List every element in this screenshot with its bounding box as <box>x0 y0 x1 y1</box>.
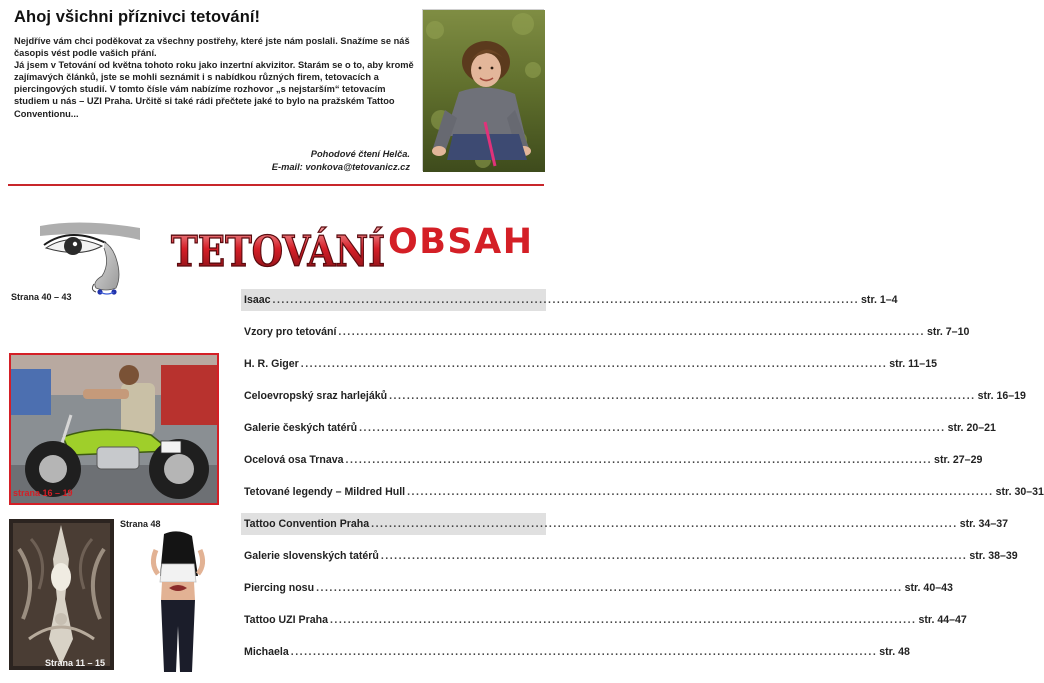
section-divider <box>8 184 544 186</box>
toc-page: str. 7–10 <box>926 326 970 338</box>
toc-page: str. 38–39 <box>969 550 1018 562</box>
editor-photo <box>422 9 544 171</box>
caption-eye: Strana 40 – 43 <box>11 292 72 302</box>
toc-row[interactable] <box>241 353 937 375</box>
toc-leader-dots <box>359 422 946 434</box>
toc-title: Michaela <box>244 646 289 658</box>
tattooed-woman-illustration <box>142 530 214 675</box>
toc-page: str. 34–37 <box>959 518 1008 530</box>
editorial-signature-block <box>14 148 410 173</box>
toc-row[interactable] <box>241 577 953 599</box>
toc-leader-dots <box>301 358 888 370</box>
toc-title: Tattoo Convention Praha <box>244 518 370 530</box>
toc-page: str. 20–21 <box>947 422 996 434</box>
toc-title: Ocelová osa Trnava <box>244 454 344 466</box>
toc-title: Tattoo UZI Praha <box>244 614 328 626</box>
toc-row[interactable] <box>241 641 910 663</box>
toc-title: Galerie českých tatérů <box>244 422 358 434</box>
editorial-paragraph: Já jsem v Tetování od května tohoto roku jako inzertní akvizitor. Starám se o to, aby kromě zajímavých článků, jste se mohli seznámit i s nabídkou různých firem, tetovacích a piercingových studií. V tomto čísle vám nabízíme rozhovor „s nejstarším“ tetovacím studiem u nás – UZI Praha. Určitě si také rádi přečtete jaké to bylo na pražském Tattoo Conventionu... <box>14 60 414 119</box>
toc-leader-dots <box>407 486 994 498</box>
toc-leader-dots <box>338 326 925 338</box>
toc-row[interactable] <box>241 289 898 311</box>
toc-page: str. 40–43 <box>904 582 953 594</box>
caption-woman: Strana 48 <box>120 519 161 529</box>
toc-title: Tetované legendy – Mildred Hull <box>244 486 406 498</box>
toc-title: Galerie slovenských tatérů <box>244 550 379 562</box>
motorcycle-illustration <box>11 355 217 503</box>
magazine-logo <box>168 214 422 278</box>
toc-title: H. R. Giger <box>244 358 299 370</box>
giger-artwork <box>9 519 114 670</box>
toc-row[interactable] <box>241 385 1026 407</box>
toc-row[interactable] <box>241 321 970 343</box>
toc-row[interactable] <box>241 513 1008 535</box>
nose-piercing-illustration <box>40 218 140 300</box>
magazine-logo-text: TETOVÁNÍ <box>171 227 422 276</box>
editorial-signature: Pohodové čtení Helča. <box>310 149 410 159</box>
toc-row[interactable] <box>241 449 983 471</box>
editor-photo-illustration <box>423 10 545 172</box>
toc-title: Vzory pro tetování <box>244 326 337 338</box>
caption-giger: Strana 11 – 15 <box>45 658 106 668</box>
toc-leader-dots <box>346 454 933 466</box>
toc-leader-dots <box>316 582 903 594</box>
toc-leader-dots <box>330 614 917 626</box>
toc-row[interactable] <box>241 417 996 439</box>
toc-page: str. 48 <box>879 646 910 658</box>
toc-leader-dots <box>291 646 878 658</box>
toc-row[interactable] <box>241 481 1044 503</box>
giger-illustration <box>9 519 114 670</box>
editorial <box>14 8 414 172</box>
caption-moto: strana 16 – 19 <box>13 488 73 498</box>
editorial-body <box>14 35 414 120</box>
toc-page: str. 1–4 <box>861 294 898 306</box>
toc-leader-dots <box>389 390 976 402</box>
toc-row[interactable] <box>241 609 967 631</box>
toc-leader-dots <box>371 518 958 530</box>
toc-leader-dots <box>381 550 968 562</box>
toc-leader-dots <box>273 294 860 306</box>
motorcycle-photo <box>9 353 219 505</box>
editorial-title: Ahoj všichni příznivci tetování! <box>14 8 261 26</box>
toc-title: Celoevropský sraz harlejáků <box>244 390 388 402</box>
toc-page: str. 44–47 <box>918 614 967 626</box>
editorial-email: E-mail: vonkova@tetovanicz.cz <box>271 161 410 172</box>
toc-page: str. 11–15 <box>889 358 937 370</box>
toc-page: str. 16–19 <box>977 390 1026 402</box>
toc-row[interactable] <box>241 545 1018 567</box>
toc-title: Isaac <box>244 294 271 306</box>
editorial-paragraph: Nejdříve vám chci poděkovat za všechny postřehy, které jste nám poslali. Snažíme se náš časopis vést podle vašich přání. <box>14 36 410 59</box>
contents-heading: OBSAH <box>388 222 534 262</box>
toc-title: Piercing nosu <box>244 582 315 594</box>
toc-page: str. 30–31 <box>995 486 1044 498</box>
toc-page: str. 27–29 <box>934 454 983 466</box>
